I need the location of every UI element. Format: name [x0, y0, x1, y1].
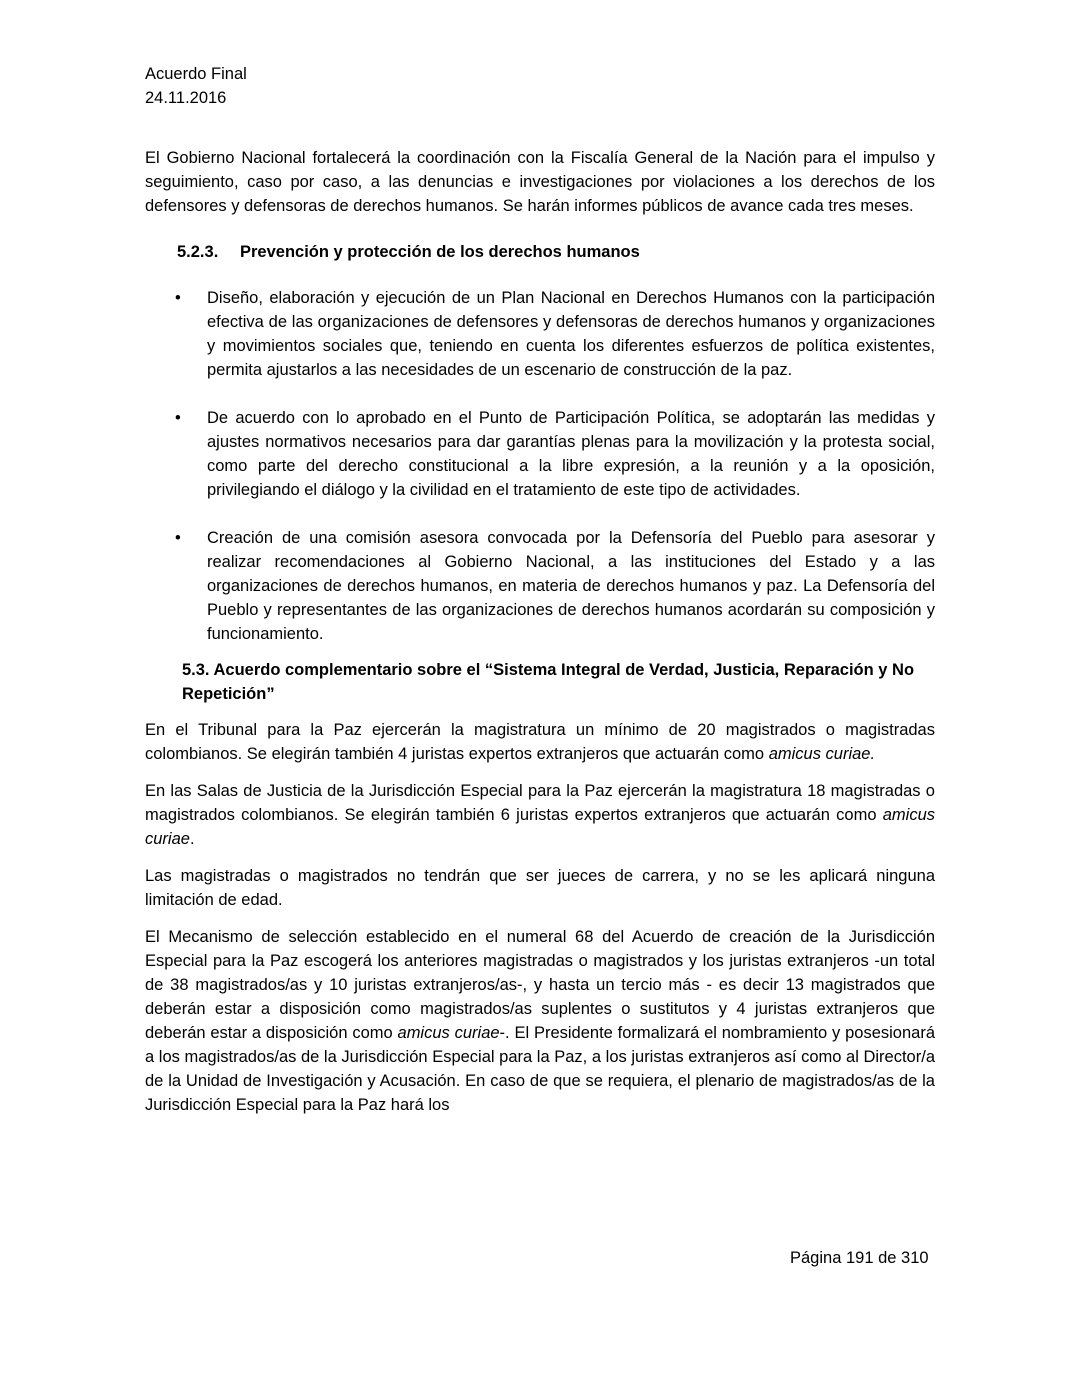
paragraph-mecanismo — [145, 925, 935, 1117]
bullet-marker: • — [175, 529, 181, 547]
paragraph-carrera: Las magistradas o magistrados no tendrán que ser jueces de carrera, y no se les aplicará ninguna limitación de edad. — [145, 867, 935, 909]
list-item — [145, 526, 935, 646]
list-item — [145, 286, 935, 382]
subsection-heading — [177, 240, 935, 264]
italic-term: amicus curiae — [145, 806, 935, 848]
paragraph-text: . — [189, 830, 195, 848]
document-body — [145, 146, 935, 1130]
paragraph-text: En el Tribunal para la Paz ejercerán la magistratura un mínimo de 20 magistrados o magistradas colombianos. Se elegirán también 4 juristas expertos extranjeros que actuarán como — [145, 721, 935, 763]
document-date: 24.11.2016 — [145, 89, 227, 107]
paragraph-text: El Mecanismo de selección establecido en el numeral 68 del Acuerdo de creación de la Jurisdicción Especial para la Paz escogerá los anteriores magistradas o magistrados y los juristas extranjeros -un total de 38 magistrados/as y 10 juristas extranjeros/as-, y hasta un tercio más - es decir 13 magistrados que deberán estar a disposición como magistrados/as suplentes o sustitutos y 4 juristas extranjeros que deberán estar a disposición como — [145, 928, 935, 1042]
paragraph-text: -. El Presidente formalizará el nombramiento y posesionará a los magistrados/as de la Jurisdicción Especial para la Paz, a los juristas extranjeros así como al Director/a de la Unidad de Investigación y Acusación. En caso de que se requiera, el plenario de magistrados/as de la Jurisdicción Especial para la Paz hará los — [145, 1024, 935, 1114]
intro-paragraph: El Gobierno Nacional fortalecerá la coordinación con la Fiscalía General de la Nación para el impulso y seguimiento, caso por caso, a las denuncias e investigaciones por violaciones a los derechos de los defensores y defensoras de derechos humanos. Se harán informes públicos de avance cada tres meses. — [145, 149, 935, 215]
list-item-text: De acuerdo con lo aprobado en el Punto de Participación Política, se adoptarán las medidas y ajustes normativos necesarios para dar garantías plenas para la movilización y la protesta social, como parte del derecho constitucional a la libre expresión, a la reunión y a la oposición, privilegiando el diálogo y la civilidad en el tratamiento de este tipo de actividades. — [207, 409, 935, 499]
page-number: Página 191 de 310 — [790, 1249, 929, 1267]
italic-term: amicus curiae — [397, 1024, 500, 1042]
paragraph-text: En las Salas de Justicia de la Jurisdicción Especial para la Paz ejercerán la magistratura 18 magistradas o magistrados colombianos. Se elegirán también 6 juristas expertos extranjeros que actuarán como — [145, 782, 935, 824]
italic-term: amicus curiae. — [768, 745, 876, 763]
document-title: Acuerdo Final — [145, 65, 247, 83]
bullet-marker: • — [175, 289, 181, 307]
list-item-text: Creación de una comisión asesora convocada por la Defensoría del Pueblo para asesorar y realizar recomendaciones al Gobierno Nacional, a las instituciones del Estado y a las organizaciones de derechos humanos, en materia de derechos humanos y paz. La Defensoría del Pueblo y representantes de las organizaciones de derechos humanos acordarán su composición y funcionamiento. — [207, 529, 935, 643]
list-item — [145, 406, 935, 502]
document-header — [145, 62, 247, 110]
subsection-number: 5.2.3. — [177, 243, 219, 261]
paragraph-tribunal — [145, 718, 935, 766]
bullet-list — [145, 286, 935, 646]
subsection-title: Prevención y protección de los derechos humanos — [240, 243, 640, 261]
paragraph-salas — [145, 779, 935, 851]
section-heading: 5.3. Acuerdo complementario sobre el “Sistema Integral de Verdad, Justicia, Reparación y No Repetición” — [182, 661, 915, 703]
list-item-text: Diseño, elaboración y ejecución de un Plan Nacional en Derechos Humanos con la participación efectiva de las organizaciones de defensores y defensoras de derechos humanos y organizaciones y movimientos sociales que, teniendo en cuenta los diferentes esfuerzos de política existentes, permita ajustarlos a las necesidades de un escenario de construcción de la paz. — [207, 289, 935, 379]
bullet-marker: • — [175, 409, 181, 427]
